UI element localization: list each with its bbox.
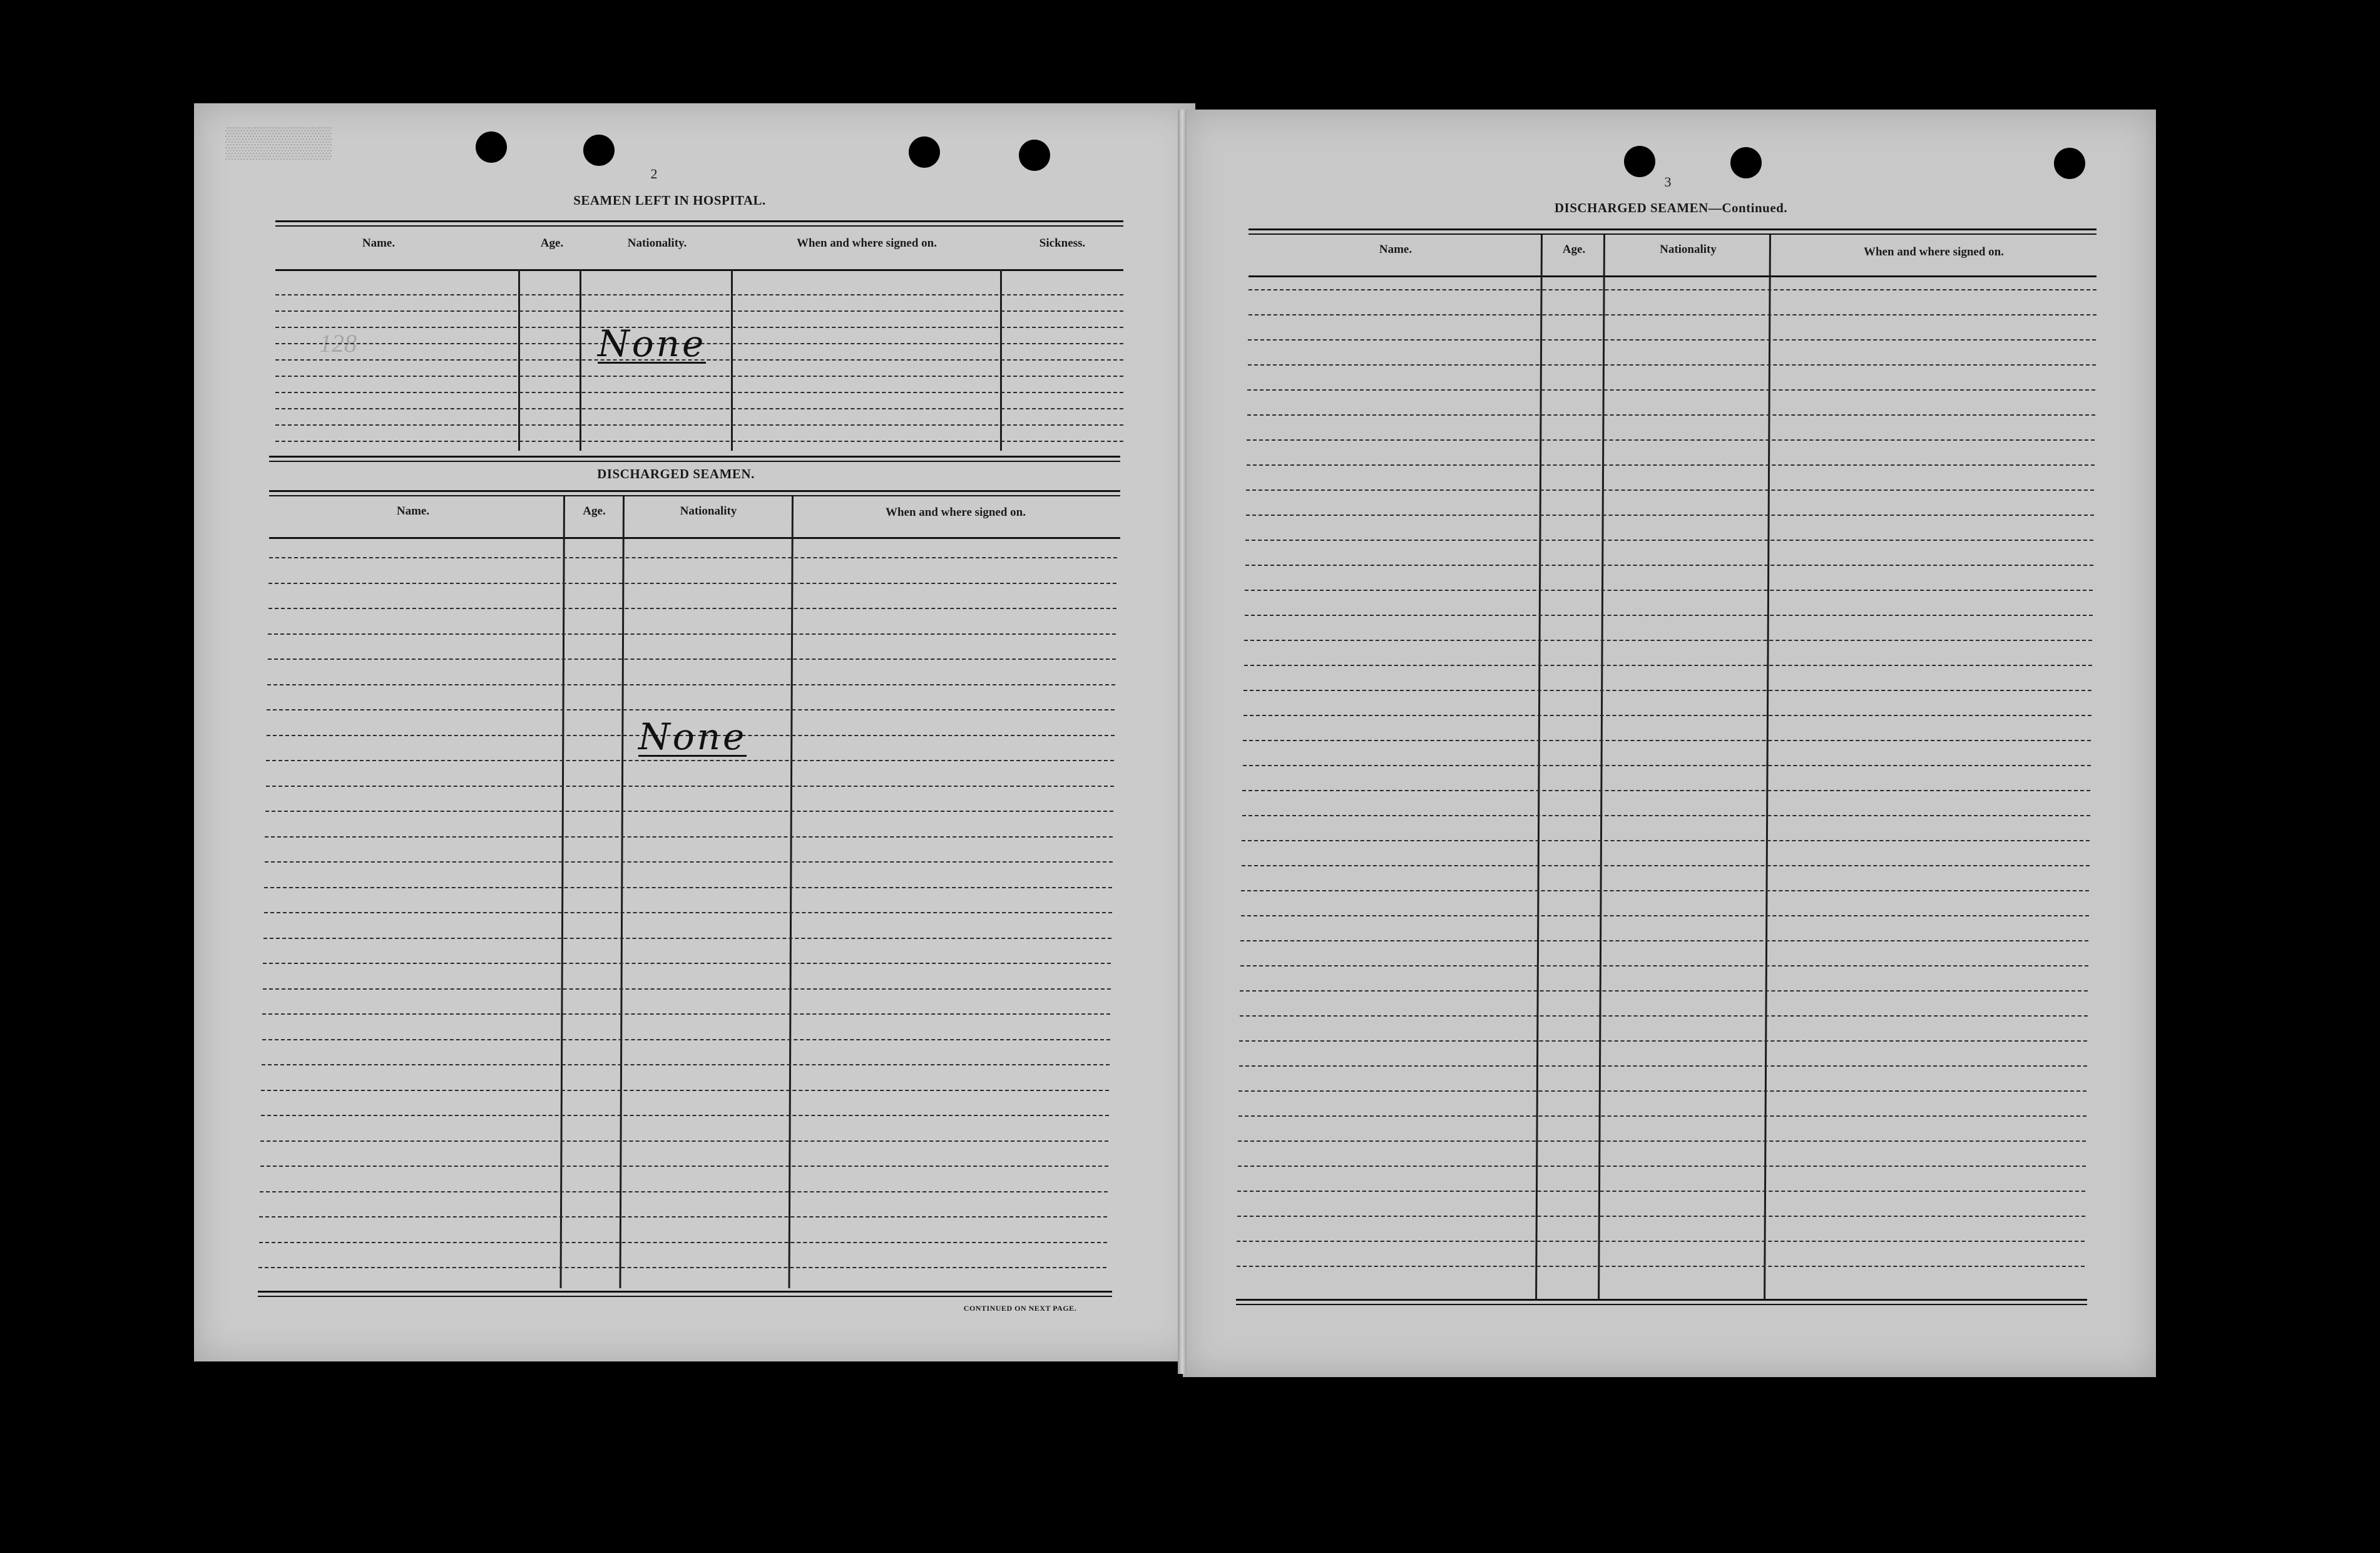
ruled-line — [1248, 339, 2096, 341]
ruled-line — [1247, 414, 2095, 416]
ruled-line — [265, 836, 1113, 838]
ruled-line — [1240, 940, 2088, 941]
rule — [1249, 275, 2097, 277]
ruled-line — [262, 1064, 1110, 1065]
ruled-line — [1246, 515, 2094, 516]
ruled-line — [1249, 289, 2097, 290]
ruled-line — [264, 887, 1112, 888]
ruled-line — [1245, 540, 2093, 541]
ruled-line — [263, 938, 1111, 939]
column-header-nationality: Nationality — [1660, 243, 1717, 256]
punch-hole — [476, 131, 507, 163]
column-header-nationality: Nationality. — [627, 237, 687, 250]
ruled-line — [1246, 489, 2094, 491]
ruled-line — [267, 684, 1115, 685]
ruled-line — [1239, 1090, 2086, 1092]
ruled-line — [1237, 1216, 2085, 1217]
right-page — [1183, 110, 2156, 1377]
punch-hole — [1730, 147, 1762, 178]
ruled-line — [259, 1216, 1107, 1217]
ruled-line — [1243, 740, 2091, 741]
ruled-line — [1244, 665, 2092, 666]
ruled-line — [1239, 1065, 2087, 1067]
ruled-line — [262, 1013, 1110, 1015]
ruled-line — [269, 557, 1117, 558]
rule — [275, 225, 1123, 227]
ruled-line — [1239, 1040, 2087, 1042]
rule — [1249, 228, 2097, 230]
ruled-line — [261, 1090, 1109, 1091]
ruled-line — [1238, 1140, 2086, 1142]
column-header-name: Name. — [1379, 243, 1412, 256]
rule — [258, 1291, 1112, 1293]
ruled-line — [1238, 1166, 2086, 1167]
punch-hole — [583, 135, 615, 166]
column-header-age: Age. — [1562, 243, 1586, 256]
ruled-line — [260, 1166, 1108, 1167]
punch-hole — [1624, 146, 1655, 177]
ruled-line — [1245, 590, 2093, 591]
ruled-line — [1240, 965, 2088, 966]
ruled-line — [268, 583, 1116, 584]
column-header-name: Name. — [396, 505, 430, 518]
ruled-line — [263, 988, 1111, 990]
ruled-line — [265, 861, 1113, 863]
column-header-nationality: Nationality — [680, 505, 737, 518]
ruled-line — [259, 1242, 1107, 1243]
ruled-line — [263, 963, 1111, 964]
ruled-line — [258, 1267, 1106, 1268]
ruled-line — [275, 392, 1123, 393]
rule — [269, 461, 1120, 462]
column-header-age: Age. — [540, 237, 564, 250]
ruled-line — [1242, 840, 2090, 841]
rule — [269, 490, 1120, 492]
ruled-line — [1241, 915, 2089, 916]
ruled-line — [1248, 364, 2096, 366]
continued-note: CONTINUED ON NEXT PAGE. — [963, 1304, 1077, 1313]
ruled-line — [275, 310, 1123, 312]
ruled-line — [275, 408, 1123, 409]
ruled-line — [275, 441, 1123, 442]
ruled-line — [1240, 990, 2088, 992]
column-header-age: Age. — [583, 505, 606, 518]
rule — [275, 220, 1123, 222]
column-header-name: Name. — [362, 237, 396, 250]
ruled-line — [1242, 815, 2090, 816]
ruled-line — [275, 294, 1123, 295]
bleed-through-mark: 128 — [319, 329, 357, 357]
ruled-line — [1245, 565, 2093, 566]
ruled-line — [1237, 1191, 2085, 1192]
ruled-line — [266, 786, 1114, 787]
ruled-line — [265, 811, 1113, 812]
rule — [269, 495, 1120, 496]
ruled-line — [275, 424, 1123, 426]
ruled-line — [267, 709, 1115, 710]
ruled-line — [1241, 890, 2089, 891]
column-header-signed-on: When and where signed on. — [1863, 245, 2004, 259]
ruled-line — [1245, 615, 2093, 616]
column-header-sickness: Sickness. — [1039, 237, 1086, 250]
ruled-line — [1244, 690, 2091, 691]
punch-hole — [909, 136, 940, 168]
handwritten-entry-hospital: None — [598, 322, 707, 365]
ruled-line — [1243, 765, 2091, 766]
rule — [1236, 1304, 2087, 1305]
ruled-line — [275, 376, 1123, 377]
punch-hole — [2054, 148, 2085, 179]
ruled-line — [1244, 715, 2091, 716]
ruled-line — [1240, 1015, 2088, 1017]
rule — [1249, 233, 2097, 235]
rule — [275, 269, 1123, 271]
ruled-line — [266, 760, 1114, 761]
ruled-line — [264, 912, 1112, 913]
ruled-line — [1244, 640, 2092, 641]
ruled-line — [260, 1140, 1108, 1142]
ruled-line — [1242, 790, 2090, 791]
column-header-signed-on: When and where signed on. — [885, 506, 1026, 519]
punch-hole — [1019, 140, 1050, 171]
section-title-discharged: DISCHARGED SEAMEN. — [597, 466, 755, 481]
page-number: 2 — [650, 166, 658, 182]
page-number: 3 — [1664, 174, 1672, 190]
ruled-line — [268, 659, 1116, 660]
binding-fold — [1178, 110, 1187, 1374]
ruled-line — [1237, 1266, 2085, 1267]
ruled-line — [1247, 389, 2095, 391]
ruled-line — [1247, 464, 2095, 466]
handwritten-entry-discharged: None — [638, 715, 747, 758]
ruled-line — [268, 608, 1116, 609]
ruled-line — [268, 633, 1116, 635]
ruled-line — [1242, 865, 2090, 866]
ruled-line — [1239, 1115, 2086, 1117]
column-header-signed-on: When and where signed on. — [796, 237, 937, 250]
ruled-line — [261, 1115, 1109, 1116]
rule — [269, 537, 1120, 539]
ruled-line — [260, 1191, 1108, 1192]
ruled-line — [262, 1039, 1110, 1040]
section-title-hospital: SEAMEN LEFT IN HOSPITAL. — [573, 193, 766, 208]
bleed-through-mark: ▒▒▒▒▒ — [225, 126, 332, 159]
ruled-line — [1237, 1241, 2085, 1242]
rule — [258, 1296, 1112, 1297]
section-title-discharged-continued: DISCHARGED SEAMEN—Continued. — [1554, 200, 1788, 215]
ruled-line — [1249, 314, 2097, 315]
rule — [269, 456, 1120, 458]
ruled-line — [1247, 439, 2095, 441]
rule — [1236, 1299, 2087, 1301]
